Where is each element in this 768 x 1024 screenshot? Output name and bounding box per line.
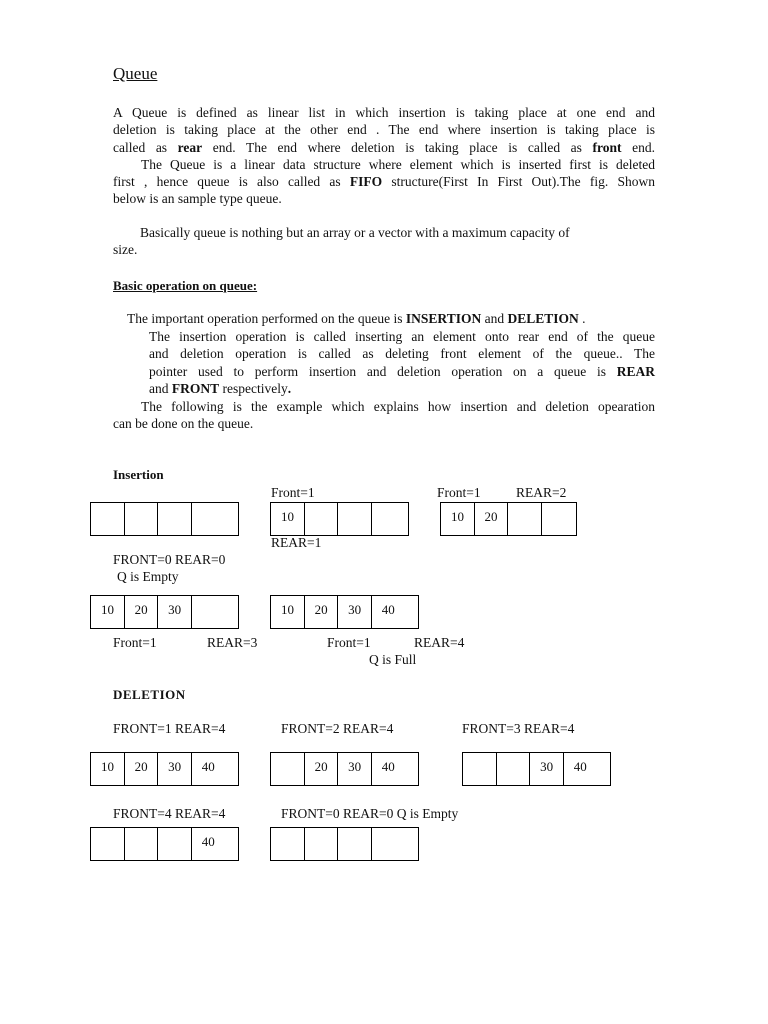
queue-cell — [192, 596, 238, 628]
queue-delete-2 — [270, 752, 419, 786]
bold-term: rear — [177, 139, 203, 155]
bold-term: FIFO — [349, 174, 383, 190]
queue-cell — [271, 828, 305, 860]
queue-cell: 20 — [305, 596, 339, 628]
intro-line: A Queue is defined as linear list in which insertion is taking place at one end and — [113, 105, 655, 120]
queue-cell: 30 — [158, 753, 192, 785]
queue-cell: 30 — [338, 753, 372, 785]
queue-cell: 20 — [475, 503, 509, 535]
queue-cell — [305, 828, 339, 860]
queue-cell — [372, 503, 408, 535]
insertion-heading: Insertion — [113, 467, 164, 482]
intro-line: The Queue is a linear data structure where element which is inserted first is deleted — [141, 156, 655, 172]
queue-empty — [90, 502, 239, 536]
queue-cell — [338, 503, 372, 535]
queue-cell: 10 — [271, 596, 305, 628]
queue-cell — [338, 828, 372, 860]
queue-cell: 40 — [573, 759, 587, 774]
q3-front-label: Front=1 — [437, 485, 481, 500]
queue-cell: 20 — [125, 753, 159, 785]
ops-paragraph — [149, 328, 655, 397]
ops-paragraph-2 — [113, 398, 655, 433]
q1-empty-note: Q is Empty — [117, 569, 179, 584]
queue-cell: 40 — [201, 834, 215, 849]
queue-cell — [497, 753, 531, 785]
queue-cell — [305, 503, 339, 535]
bold-term: front — [592, 139, 622, 155]
intro-line: called as rear end. The end where deletion is taking place is called as front end. — [113, 139, 655, 155]
queue-cell: 10 — [91, 596, 125, 628]
d4-label: FRONT=4 REAR=4 — [113, 806, 226, 821]
queue-delete-4 — [90, 827, 239, 861]
ops-line: can be done on the queue. — [113, 416, 254, 432]
q2-rear-label: REAR=1 — [271, 535, 322, 550]
queue-cell — [91, 828, 125, 860]
queue-cell — [125, 828, 159, 860]
queue-cell — [158, 503, 192, 535]
d5-label: FRONT=0 REAR=0 Q is Empty — [281, 806, 459, 821]
ops-line: and FRONT respectively. — [149, 380, 292, 396]
bold-term: FRONT — [171, 380, 220, 396]
queue-cell: 30 — [158, 596, 192, 628]
ops-line: The following is the example which explains how insertion and deletion opearation — [141, 399, 655, 414]
page-title: Queue — [113, 64, 158, 83]
bold-term: . — [287, 380, 292, 396]
queue-cell: 20 — [305, 753, 339, 785]
ops-line: pointer used to perform insertion and deletion operation on a queue is REAR — [149, 363, 655, 379]
queue-insert-3 — [90, 595, 239, 629]
intro-line: first , hence queue is also called as FIFO structure(First In First Out).The fig. Shown — [113, 174, 655, 190]
queue-cell — [463, 753, 497, 785]
d3-label: FRONT=3 REAR=4 — [462, 721, 575, 736]
queue-cell: 30 — [338, 596, 372, 628]
queue-cell: 30 — [530, 753, 564, 785]
d1-label: FRONT=1 REAR=4 — [113, 721, 226, 736]
queue-cell — [158, 828, 192, 860]
intro-paragraph — [113, 104, 655, 208]
queue-cell: 10 — [91, 753, 125, 785]
ops-line: and deletion operation is called as deleting front element of the queue.. The — [149, 346, 655, 362]
deletion-heading: DELETION — [113, 687, 186, 702]
q5-front-label: Front=1 — [327, 635, 371, 650]
q3-rear-label: REAR=2 — [516, 485, 567, 500]
queue-cell: 40 — [381, 602, 395, 617]
queue-delete-3 — [462, 752, 611, 786]
queue-insert-4 — [270, 595, 419, 629]
bold-term: DELETION — [507, 311, 579, 326]
queue-cell — [508, 503, 542, 535]
queue-cell: 10 — [271, 503, 305, 535]
bold-term: INSERTION — [405, 311, 482, 326]
queue-cell: 10 — [441, 503, 475, 535]
q1-label: FRONT=0 REAR=0 — [113, 552, 226, 567]
queue-cell: 20 — [125, 596, 159, 628]
intro-line: below is an sample type queue. — [113, 191, 282, 207]
q4-front-label: Front=1 — [113, 635, 157, 650]
q5-full-note: Q is Full — [369, 652, 417, 667]
queue-cell — [192, 503, 238, 535]
intro-line: deletion is taking place at the other end . The end where insertion is taking place is — [113, 122, 655, 138]
queue-cell — [125, 503, 159, 535]
basic-operation-heading: Basic operation on queue: — [113, 278, 258, 293]
queue-cell: 40 — [201, 759, 215, 774]
queue-insert-1 — [270, 502, 409, 536]
queue-delete-5 — [270, 827, 419, 861]
basically-line1: Basically queue is nothing but an array or a vector with a maximum capacity of — [140, 225, 570, 240]
queue-cell — [372, 828, 418, 860]
ops-line: The insertion operation is called inserting an element onto rear end of the queue — [149, 329, 655, 344]
queue-insert-2 — [440, 502, 577, 536]
bold-term: REAR — [616, 363, 655, 379]
queue-delete-1 — [90, 752, 239, 786]
ops-line: The important operation performed on the queue is INSERTION and DELETION . — [127, 311, 586, 326]
queue-cell: 40 — [381, 759, 395, 774]
queue-cell — [271, 753, 305, 785]
d2-label: FRONT=2 REAR=4 — [281, 721, 394, 736]
q2-front-label: Front=1 — [271, 485, 315, 500]
basically-line2: size. — [113, 242, 138, 257]
q4-rear-label: REAR=3 — [207, 635, 258, 650]
queue-cell — [91, 503, 125, 535]
queue-cell — [542, 503, 576, 535]
q5-rear-label: REAR=4 — [414, 635, 465, 650]
